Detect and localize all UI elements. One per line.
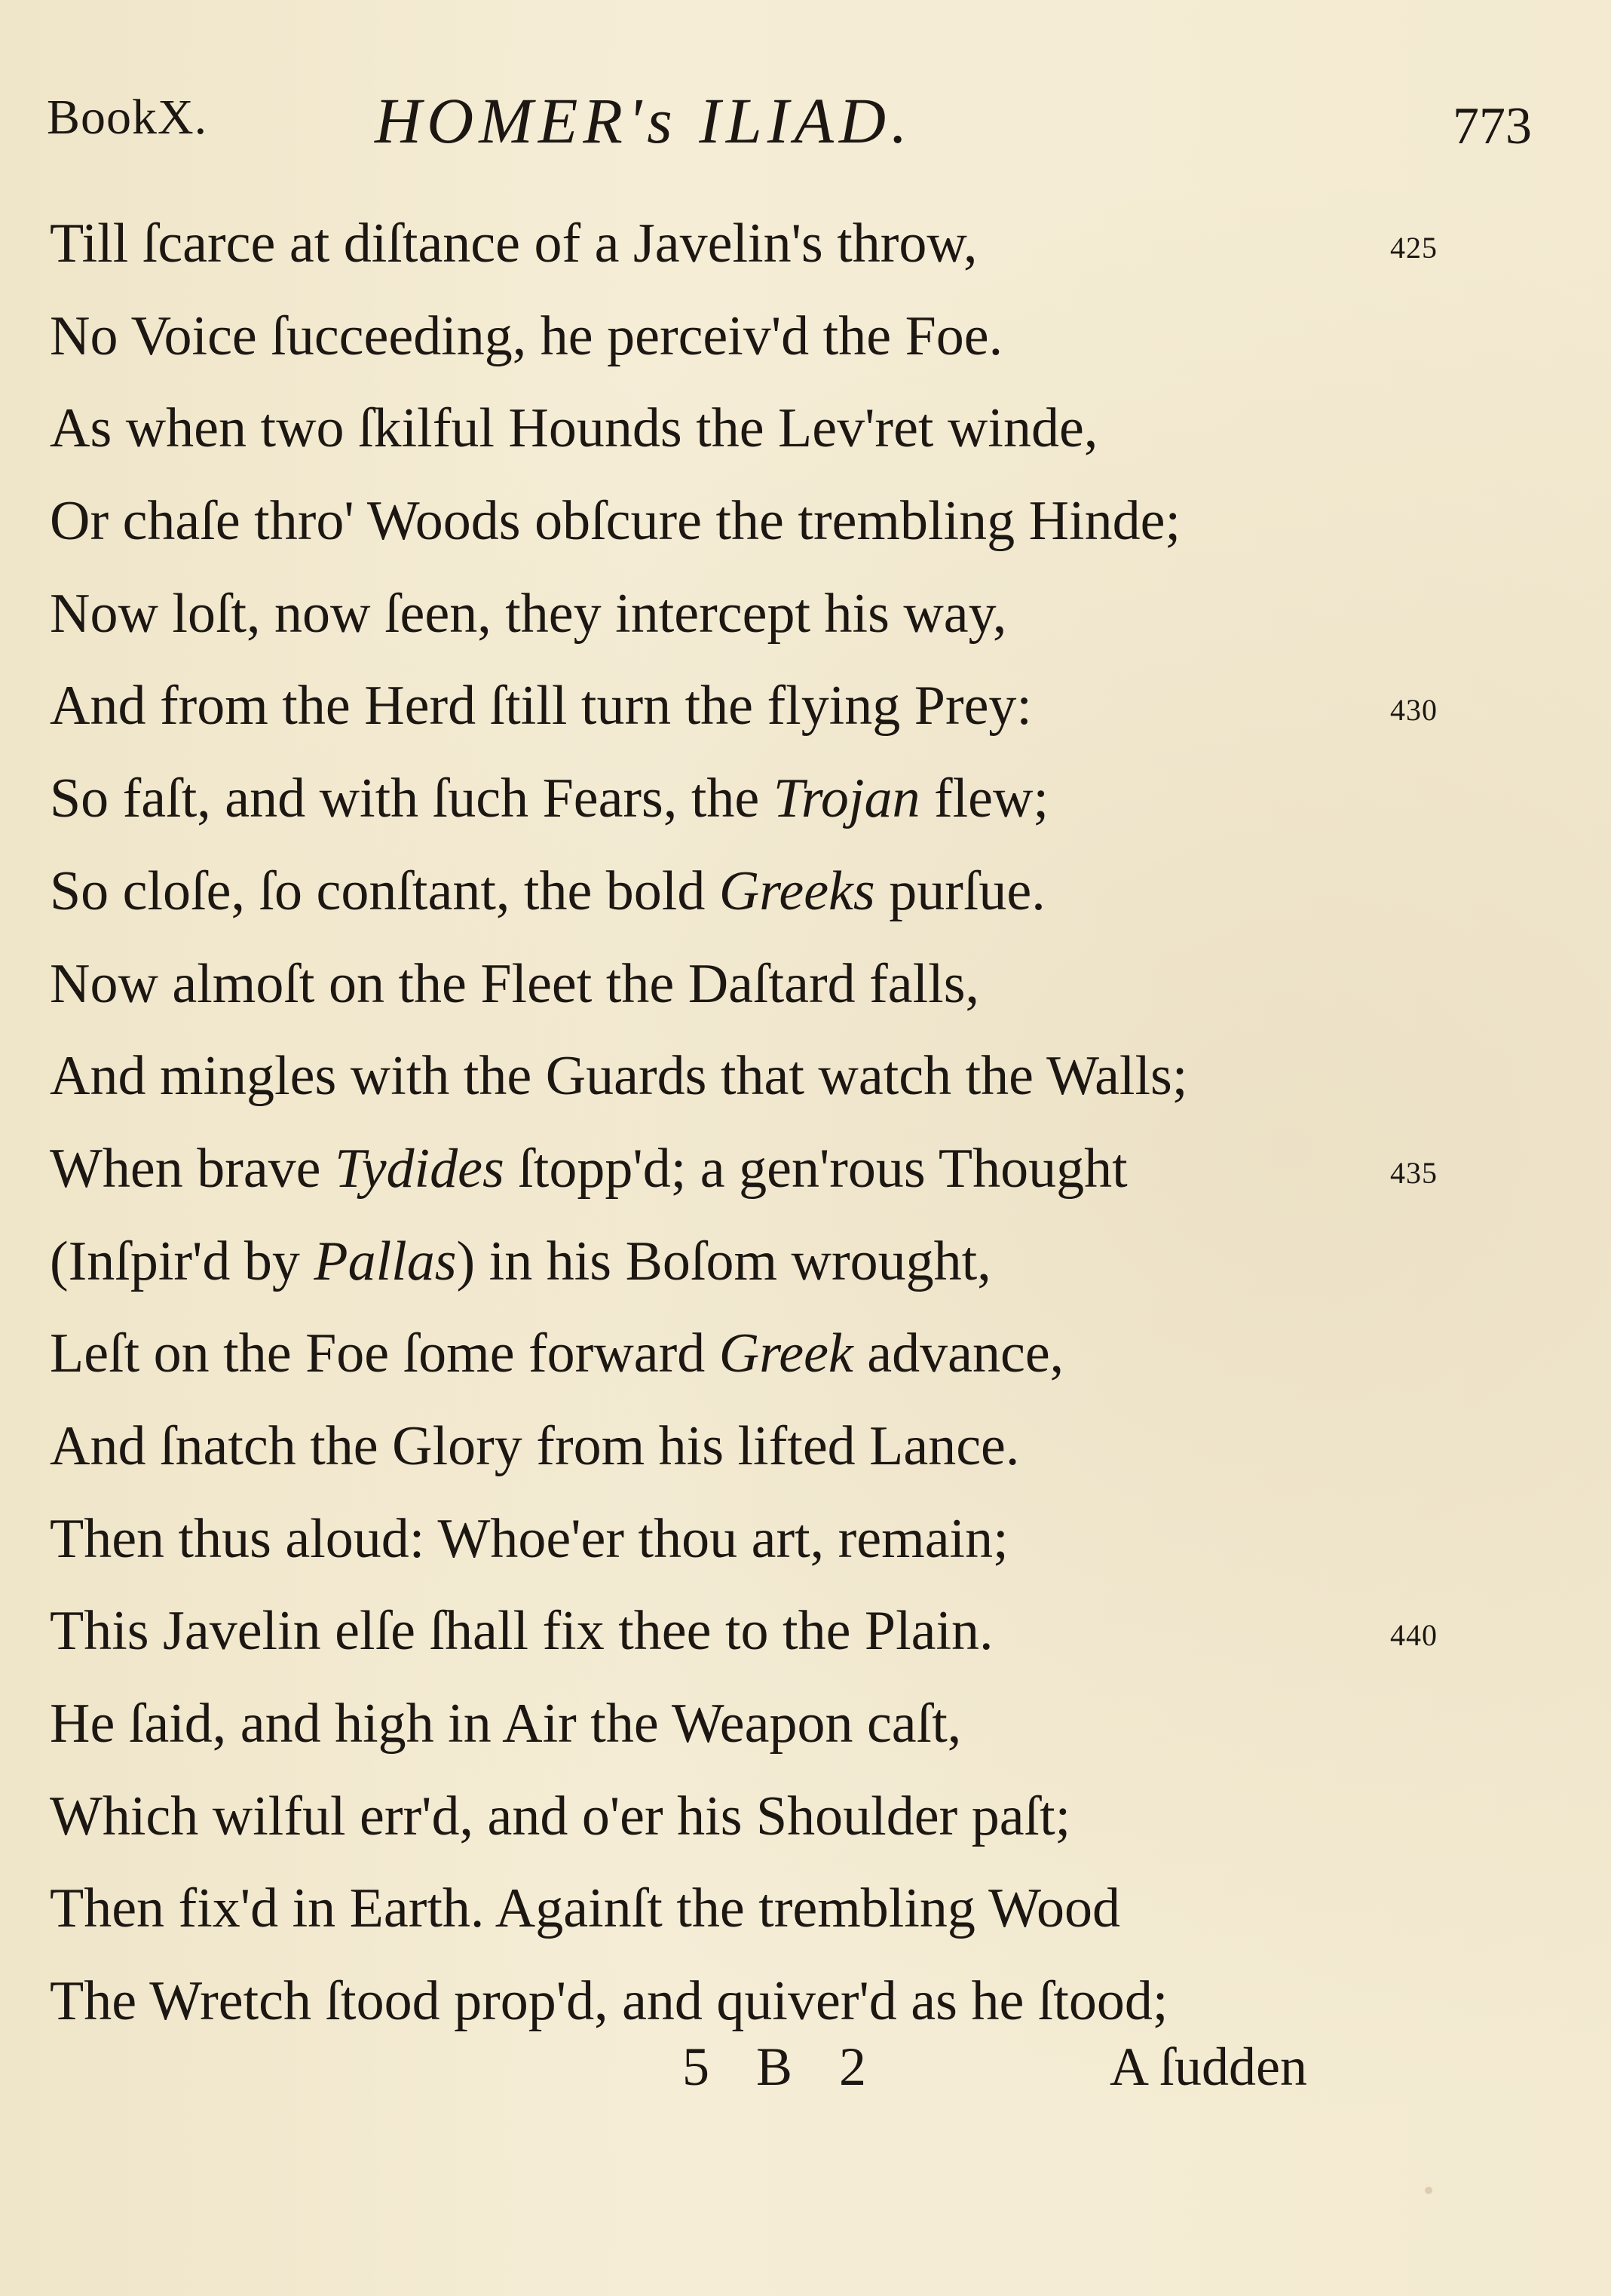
paper-spot (1425, 2187, 1432, 2194)
verse-text: Which wilful err'd, and o'er his Shoulder paſt; (50, 1785, 1071, 1847)
running-header (47, 83, 1532, 166)
verse-text: Or chaſe thro' Woods obſcure the trembling Hinde; (50, 490, 1181, 553)
verse-text: When brave Tydides ſtopp'd; a gen'rous Thought (50, 1137, 1128, 1200)
verse-text: And from the Herd ſtill turn the flying Prey: (50, 675, 1032, 737)
verse-block (50, 198, 1520, 2048)
page-number: 773 (1453, 97, 1532, 155)
verse-line (50, 568, 1520, 661)
verse-text: Till ſcarce at diſtance of a Javelin's throw, (50, 213, 978, 274)
verse-text: And ſnatch the Glory from his lifted Lance. (50, 1415, 1020, 1477)
verse-line (50, 938, 1520, 1031)
verse-line (50, 290, 1520, 383)
verse-line (50, 1030, 1520, 1123)
verse-line (50, 1770, 1520, 1863)
verse-text: As when two ſkilful Hounds the Lev'ret winde, (50, 397, 1098, 460)
verse-text: No Voice ſucceeding, he perceiv'd the Foe. (50, 305, 1003, 367)
verse-line (50, 1400, 1520, 1493)
verse-line (50, 198, 1520, 290)
verse-text: And mingles with the Guards that watch the Walls; (50, 1045, 1188, 1108)
verse-line (50, 845, 1520, 938)
verse-line (50, 1862, 1520, 1955)
verse-text: (Inſpir'd by Pallas) in his Boſom wrought, (50, 1230, 991, 1292)
verse-line (50, 1678, 1520, 1770)
verse-line (50, 1585, 1520, 1678)
line-number: 425 (1390, 231, 1438, 265)
verse-line (50, 753, 1520, 845)
verse-text: Leſt on the Foe ſome forward Greek advance, (50, 1323, 1064, 1385)
verse-text: So faſt, and with ſuch Fears, the Trojan flew; (50, 768, 1049, 830)
verse-line (50, 475, 1520, 568)
line-number: 430 (1390, 693, 1438, 728)
page-footer (0, 2036, 1611, 2119)
verse-line (50, 1215, 1520, 1308)
verse-line (50, 1123, 1520, 1215)
verse-text: Now almoſt on the Fleet the Daſtard falls, (50, 952, 980, 1015)
book-label: BookX. (47, 90, 208, 145)
running-title: HOMER's ILIAD. (375, 84, 913, 157)
verse-text: This Javelin elſe ſhall fix thee to the Plain. (50, 1600, 994, 1663)
verse-line (50, 1493, 1520, 1586)
verse-text: Then fix'd in Earth. Againſt the trembling Wood (50, 1878, 1120, 1940)
verse-line (50, 660, 1520, 753)
verse-text: Then thus aloud: Whoe'er thou art, remain; (50, 1507, 1009, 1570)
catchword: A ſudden (1110, 2037, 1307, 2097)
verse-text: The Wretch ſtood prop'd, and quiver'd as he ſtood; (50, 1970, 1168, 2033)
verse-text: So cloſe, ſo conſtant, the bold Greeks purſue. (50, 860, 1046, 922)
line-number: 435 (1390, 1155, 1438, 1190)
verse-line (50, 1307, 1520, 1400)
line-number: 440 (1390, 1618, 1438, 1653)
signature-mark: 5 B 2 (682, 2037, 884, 2097)
verse-text: He ſaid, and high in Air the Weapon caſt, (50, 1693, 962, 1755)
verse-text: Now loſt, now ſeen, they intercept his way, (50, 582, 1007, 645)
verse-line (50, 382, 1520, 475)
verse-line (50, 1955, 1520, 2048)
